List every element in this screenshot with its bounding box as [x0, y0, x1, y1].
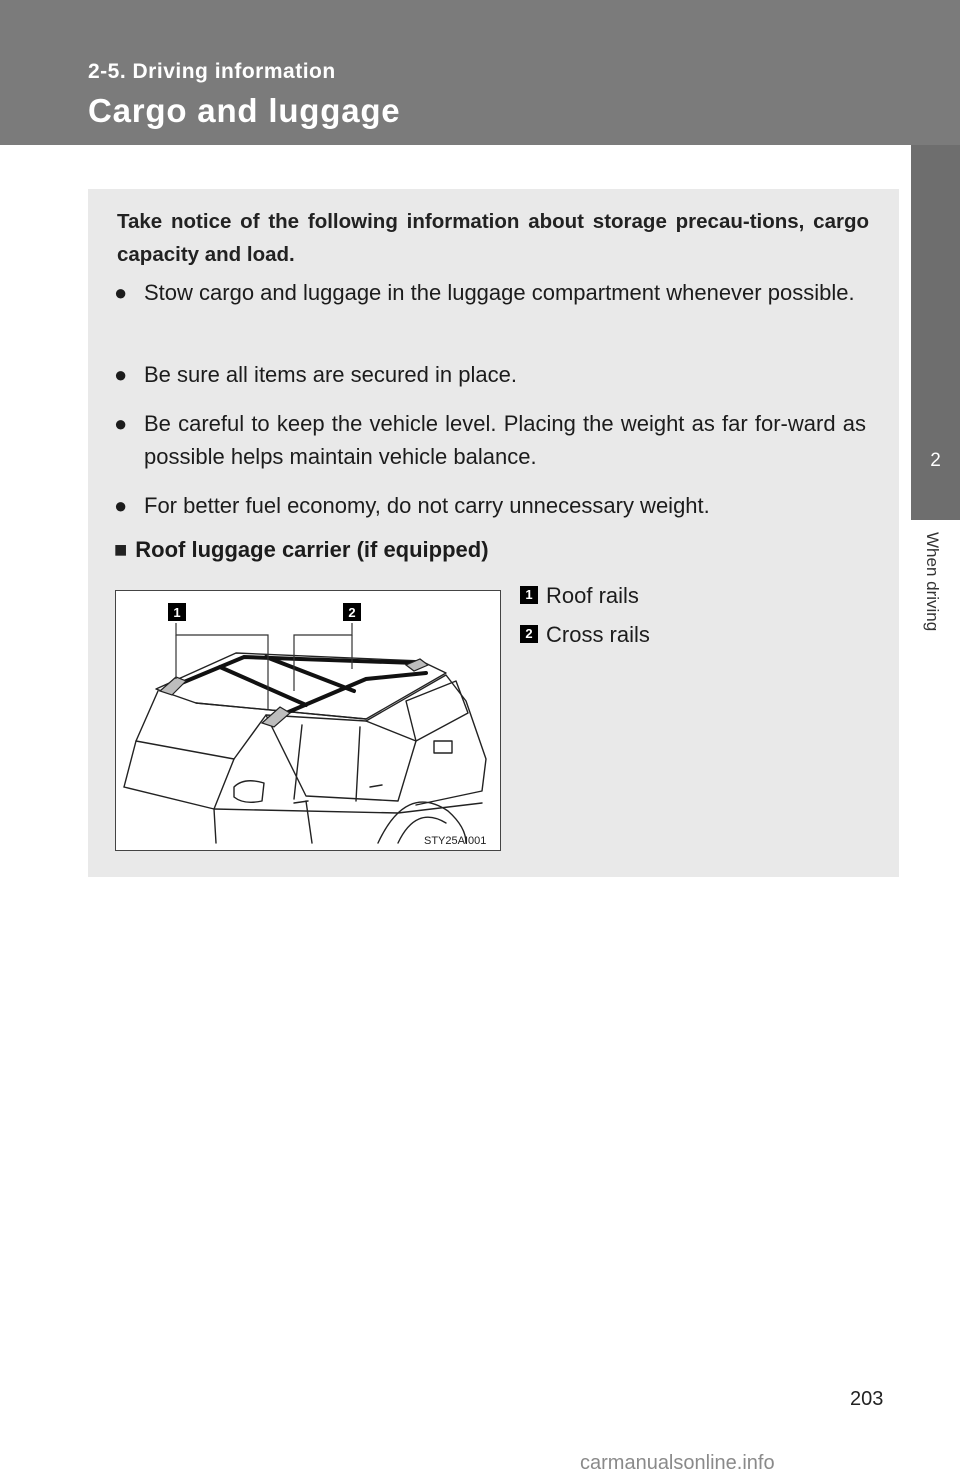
bullet-dot: ●: [114, 280, 128, 305]
section-label: 2-5. Driving information: [88, 60, 336, 83]
bullet-text: Be careful to keep the vehicle level. Placing the weight as far for-ward as possible helps maintain vehicle balance.: [144, 411, 866, 469]
bullet-dot: ●: [114, 362, 128, 387]
watermark-link[interactable]: carmanualsonline.info: [580, 1452, 775, 1474]
legend-badge-2: 2: [520, 625, 538, 643]
roof-carrier-illustration: [115, 590, 501, 851]
legend-label: Roof rails: [546, 583, 639, 608]
square-icon: ■: [114, 537, 128, 562]
bullet-text: For better fuel economy, do not carry unnecessary weight.: [144, 493, 710, 518]
bullet-item: [114, 358, 866, 391]
page-number: 203: [850, 1388, 884, 1410]
bullet-text: Stow cargo and luggage in the luggage compartment whenever possible.: [144, 280, 855, 305]
legend-item-cross-rails: [520, 622, 650, 652]
bullet-item: [114, 276, 866, 309]
chapter-number: 2: [930, 450, 941, 471]
page-title: Cargo and luggage: [88, 92, 401, 129]
callout-1: 1: [173, 605, 181, 620]
subheading-text: Roof luggage carrier (if equipped): [135, 537, 489, 562]
legend-item-roof-rails: [520, 583, 639, 613]
legend-badge-1: 1: [520, 586, 538, 604]
legend-label: Cross rails: [546, 622, 650, 647]
chapter-label: [914, 520, 954, 720]
bullet-dot: ●: [114, 411, 128, 436]
subheading: [114, 537, 489, 563]
callout-2: 2: [348, 605, 356, 620]
content-box: [88, 189, 899, 877]
bullet-item: [114, 407, 866, 473]
chapter-tab[interactable]: [911, 145, 960, 520]
bullet-item: [114, 489, 866, 522]
page-header: [0, 0, 960, 145]
bullet-text: Be sure all items are secured in place.: [144, 362, 517, 387]
bullet-dot: ●: [114, 493, 128, 518]
suv-drawing: [116, 591, 500, 850]
figure-code: STY25AI001: [424, 835, 487, 847]
intro-text: Take notice of the following information about storage precau-tions, cargo capacity and load.: [117, 210, 869, 266]
chapter-label-text: When driving: [923, 532, 942, 632]
